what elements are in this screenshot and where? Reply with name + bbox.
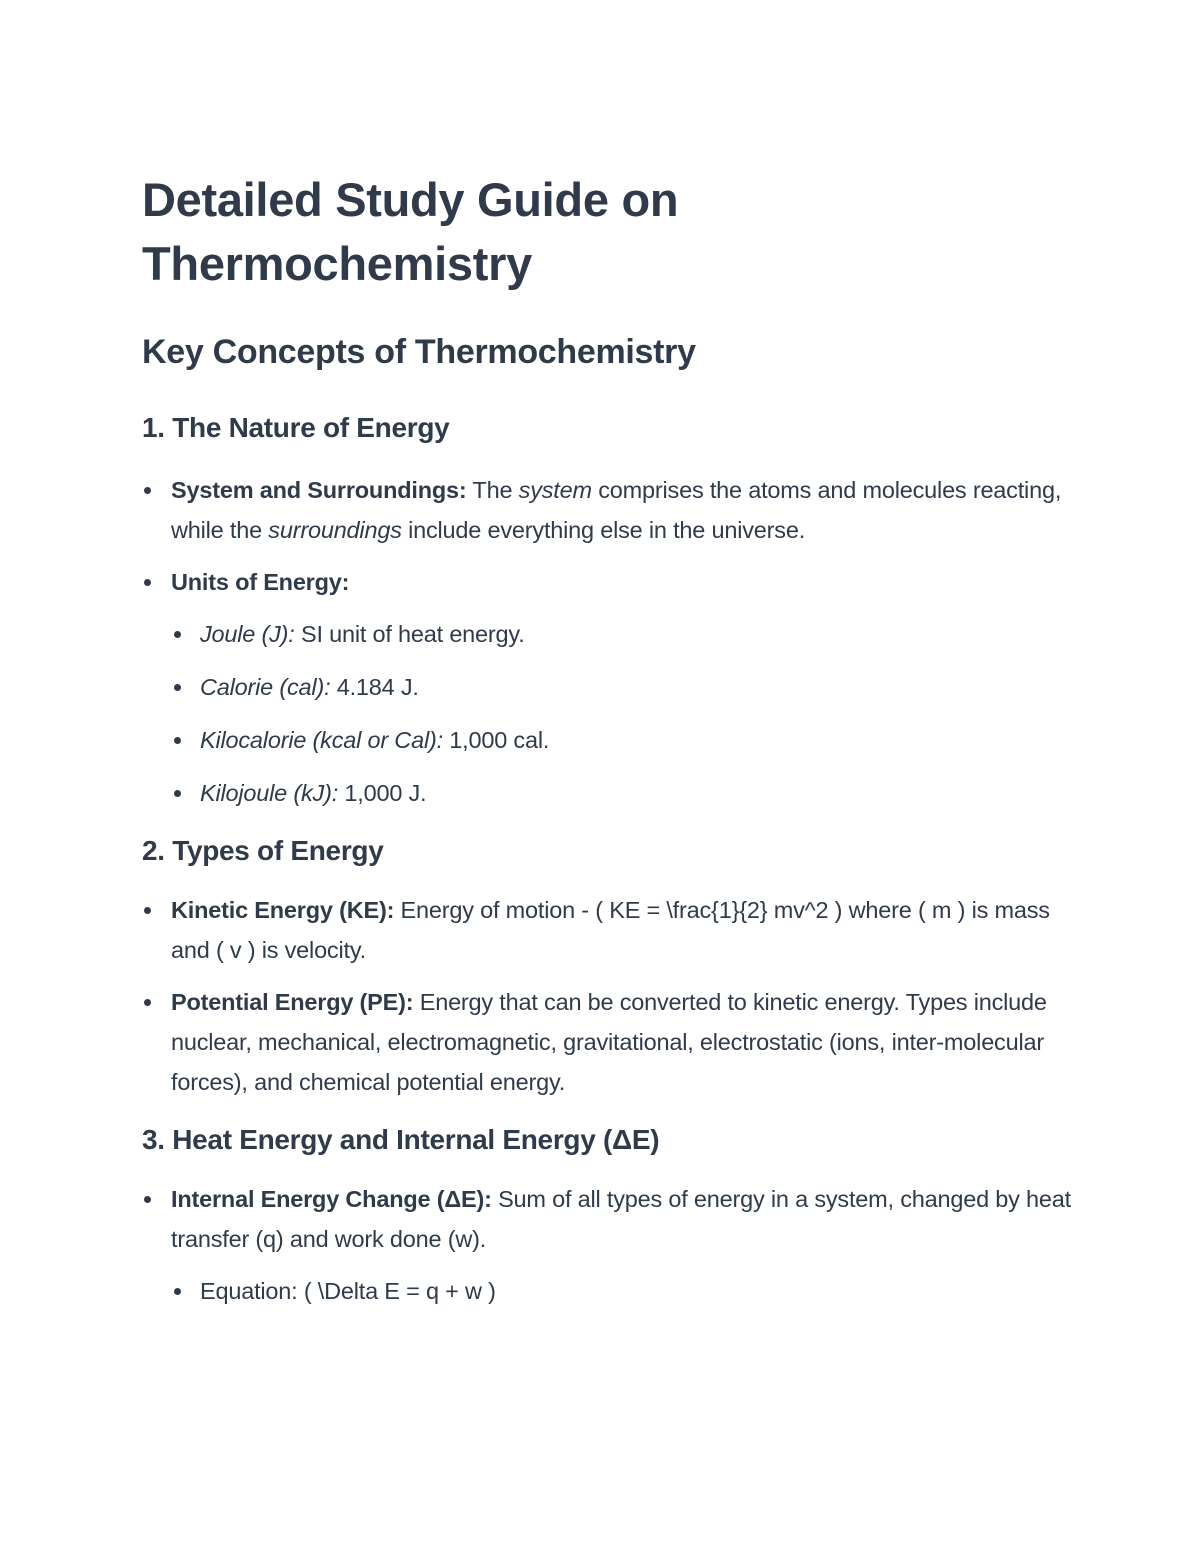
term-system-surroundings: System and Surroundings: <box>171 477 467 503</box>
list-item-system-surroundings: System and Surroundings: The system comprises the atoms and molecules reacting, while the surroundings include everything else in the universe. <box>142 470 1072 550</box>
section-heading: Key Concepts of Thermochemistry <box>142 333 696 371</box>
document-page <box>142 168 1072 1311</box>
equation-item: Equation: ( \Delta E = q + w ) <box>171 1271 1072 1311</box>
list-item-kinetic-energy: Kinetic Energy (KE): Energy of motion - ( KE = \frac{1}{2} mv^2 ) where ( m ) is mass and ( v ) is velocity. <box>142 890 1072 970</box>
unit-kilojoule: Kilojoule (kJ): 1,000 J. <box>171 773 1072 813</box>
unit-calorie: Calorie (cal): 4.184 J. <box>171 667 1072 707</box>
list-item-internal-energy-change: Internal Energy Change (ΔE): Sum of all types of energy in a system, changed by heat transfer (q) and work done (w). Equation: ( \Delta E = q + w ) <box>142 1179 1072 1311</box>
emphasis-surroundings: surroundings <box>268 517 402 543</box>
subsection-heading-types-of-energy: 2. Types of Energy <box>142 835 384 866</box>
document-title: Detailed Study Guide on Thermochemistry <box>142 173 679 290</box>
nature-of-energy-list <box>142 470 1072 813</box>
types-of-energy-list <box>142 890 1072 1102</box>
internal-energy-sublist <box>171 1271 1072 1311</box>
list-item-potential-energy: Potential Energy (PE): Energy that can be converted to kinetic energy. Types include nuclear, mechanical, electromagnetic, gravitational, electrostatic (ions, inter-molecular forces), and chemical potential energy. <box>142 982 1072 1102</box>
term-units-of-energy: Units of Energy: <box>171 569 350 595</box>
unit-kilocalorie: Kilocalorie (kcal or Cal): 1,000 cal. <box>171 720 1072 760</box>
internal-energy-list <box>142 1179 1072 1311</box>
unit-joule: Joule (J): SI unit of heat energy. <box>171 614 1072 654</box>
units-sublist <box>171 614 1072 813</box>
list-item-units-of-energy <box>142 562 1072 813</box>
subsection-heading-nature-of-energy: 1. The Nature of Energy <box>142 412 450 443</box>
emphasis-system: system <box>518 477 592 503</box>
subsection-heading-heat-internal-energy: 3. Heat Energy and Internal Energy (ΔE) <box>142 1124 660 1155</box>
